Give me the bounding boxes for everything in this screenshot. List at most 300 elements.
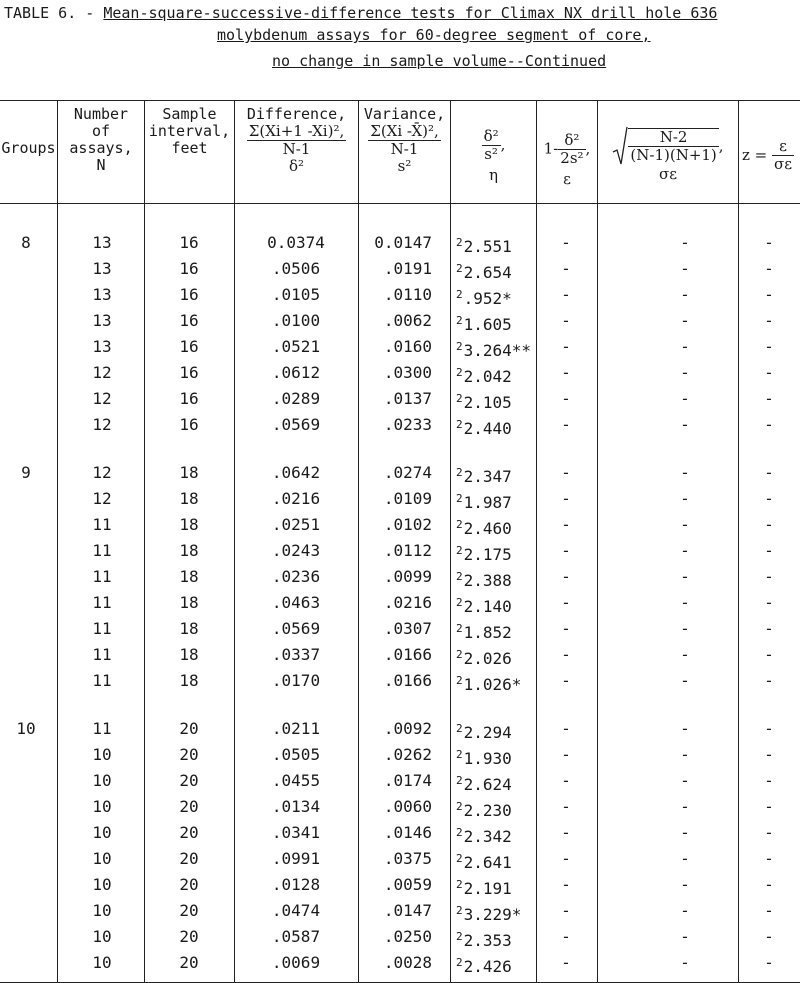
cell-sigma: - [680,719,690,738]
cell-z: - [764,745,774,764]
cell-interval: 20 [179,953,199,972]
cell-n: 10 [92,875,112,894]
cell-z: - [764,363,774,382]
group-label: 8 [21,233,31,252]
footnote-mark: 2 [456,236,463,249]
cell-epsilon: - [561,337,571,356]
cell-difference: .0211 [271,719,321,738]
cell-difference: .0506 [271,259,321,278]
cell-n: 13 [92,285,112,304]
cell-difference: .0341 [271,823,321,842]
table-row [0,282,800,308]
footnote-mark: 2 [456,956,463,969]
eta-value: 2.347 [463,467,512,486]
cell-n: 10 [92,797,112,816]
cell-eta [456,334,536,360]
sigma-suffix: , [718,136,724,155]
cell-interval: 18 [179,593,199,612]
eta-numerator: δ² [483,127,499,145]
cell-interval: 18 [179,515,199,534]
cell-sigma: - [680,875,690,894]
table-row [0,230,800,256]
cell-z: - [764,619,774,638]
eta-value: 2.140 [463,597,512,616]
eta-value: 1.852 [463,623,512,642]
sigma-numerator: N-2 [628,129,718,147]
eta-value: 2.551 [463,237,512,256]
footnote-mark: 2 [456,262,463,275]
cell-eta [456,924,536,950]
variance-symbol: s² [397,157,412,175]
sigma-ratio [628,128,718,164]
header-sample-interval [145,106,234,157]
table-row [0,512,800,538]
footnote-mark: 2 [456,570,463,583]
cell-difference: .0216 [271,489,321,508]
header-variance [359,106,450,175]
table-row [0,256,800,282]
footnote-mark: 2 [456,366,463,379]
cell-interval: 16 [179,233,199,252]
cell-interval: 20 [179,719,199,738]
z-prefix: z = [742,145,768,164]
header-difference [235,106,358,175]
cell-epsilon: - [561,463,571,482]
cell-interval: 16 [179,363,199,382]
cell-difference: 0.0374 [267,233,325,252]
cell-difference: .0505 [271,745,321,764]
table-row [0,898,800,924]
cell-n: 11 [92,645,112,664]
cell-interval: 18 [179,463,199,482]
cell-epsilon: - [561,593,571,612]
cell-sigma: - [680,337,690,356]
cell-z: - [764,515,774,534]
cell-difference: .0337 [271,645,321,664]
cell-z: - [764,285,774,304]
cell-interval: 16 [179,415,199,434]
cell-n: 10 [92,823,112,842]
table-row [0,334,800,360]
cell-variance: .0146 [383,823,432,842]
cell-epsilon: - [561,311,571,330]
cell-difference: .0474 [271,901,321,920]
cell-epsilon: - [561,567,571,586]
cell-interval: 20 [179,927,199,946]
eta-value: 2.175 [463,545,512,564]
table-row [0,950,800,976]
cell-variance: .0092 [383,719,432,738]
cell-difference: .0069 [271,953,321,972]
cell-eta [456,950,536,976]
table-row [0,616,800,642]
cell-n: 13 [92,233,112,252]
footnote-mark: 2 [456,518,463,531]
caption-line-2: molybdenum assays for 60-degree segment of core, [217,26,651,44]
header-n-line: N [96,156,106,174]
cell-n: 11 [92,541,112,560]
cell-n: 13 [92,311,112,330]
footnote-mark: 2 [456,314,463,327]
cell-epsilon: - [561,953,571,972]
cell-eta [456,256,536,282]
cell-eta [456,820,536,846]
cell-variance: .0250 [383,927,432,946]
header-n-line: Number [73,105,129,123]
eta-value: 2.230 [463,801,512,820]
cell-z: - [764,927,774,946]
cell-epsilon: - [561,415,571,434]
caption-line-3: no change in sample volume--Continued [272,52,607,70]
cell-variance: .0109 [383,489,432,508]
cell-difference: .0569 [271,619,321,638]
cell-n: 10 [92,771,112,790]
cell-epsilon: - [561,671,571,690]
table-row [0,872,800,898]
cell-variance: .0300 [383,363,432,382]
table-row [0,412,800,438]
cell-epsilon: - [561,901,571,920]
cell-variance: .0028 [383,953,432,972]
cell-difference: .0612 [271,363,321,382]
cell-variance: .0160 [383,337,432,356]
cell-eta [456,898,536,924]
cell-n: 13 [92,259,112,278]
table-row [0,716,800,742]
cell-n: 12 [92,463,112,482]
cell-z: - [764,593,774,612]
cell-n: 11 [92,567,112,586]
cell-z: - [764,953,774,972]
cell-sigma: - [680,541,690,560]
cell-variance: .0060 [383,797,432,816]
cell-sigma: - [680,389,690,408]
cell-z: - [764,849,774,868]
cell-interval: 20 [179,745,199,764]
cell-z: - [764,337,774,356]
cell-eta [456,668,536,694]
cell-interval: 18 [179,489,199,508]
cell-sigma: - [680,311,690,330]
cell-eta [456,230,536,256]
footnote-mark: 2 [456,596,463,609]
cell-z: - [764,389,774,408]
cell-eta [456,642,536,668]
cell-difference: .0134 [271,797,321,816]
cell-z: - [764,875,774,894]
footnote-mark: 2 [456,648,463,661]
cell-epsilon: - [561,541,571,560]
eta-value: 2.105 [463,393,512,412]
eta-suffix: , [500,135,506,154]
eta-value: 2.440 [463,419,512,438]
header-n-line: assays, [69,139,133,157]
eta-denominator: s² [484,145,498,163]
cell-interval: 20 [179,771,199,790]
eta-value: 2.353 [463,931,512,950]
table-row [0,846,800,872]
cell-sigma: - [680,745,690,764]
cell-n: 11 [92,719,112,738]
eta-value: 2.654 [463,263,512,282]
cell-difference: .0587 [271,927,321,946]
table-row [0,924,800,950]
cell-variance: .0110 [383,285,432,304]
z-numerator: ε [772,138,794,156]
cell-epsilon: - [561,849,571,868]
cell-eta [456,616,536,642]
cell-eta [456,768,536,794]
cell-interval: 18 [179,671,199,690]
eta-value: 2.388 [463,571,512,590]
cell-difference: .0642 [271,463,321,482]
cell-z: - [764,823,774,842]
cell-z: - [764,645,774,664]
cell-epsilon: - [561,259,571,278]
cell-epsilon: - [561,515,571,534]
header-z [739,138,800,173]
cell-difference: .0463 [271,593,321,612]
cell-eta [456,846,536,872]
eta-value: 2.426 [463,957,512,976]
cell-interval: 18 [179,645,199,664]
cell-interval: 18 [179,619,199,638]
cell-eta [456,308,536,334]
cell-z: - [764,463,774,482]
cell-sigma: - [680,927,690,946]
cell-variance: .0191 [383,259,432,278]
cell-interval: 20 [179,901,199,920]
cell-epsilon: - [561,233,571,252]
variance-denominator: N-1 [390,140,419,158]
cell-difference: .0243 [271,541,321,560]
cell-variance: .0062 [383,311,432,330]
eta-ratio [482,128,501,163]
header-interval-line: Sample [162,105,217,123]
cell-interval: 18 [179,541,199,560]
eta-value: 2.191 [463,879,512,898]
header-difference-label: Difference, [246,105,347,123]
cell-epsilon: - [561,797,571,816]
table-row [0,590,800,616]
cell-variance: .0274 [383,463,432,482]
table-row [0,794,800,820]
eta-value: 2.460 [463,519,512,538]
cell-sigma: - [680,849,690,868]
footnote-mark: 2 [456,418,463,431]
footnote-mark: 2 [456,674,463,687]
table-row [0,538,800,564]
cell-n: 11 [92,619,112,638]
cell-epsilon: - [561,875,571,894]
cell-interval: 20 [179,849,199,868]
cell-n: 10 [92,849,112,868]
cell-variance: .0216 [383,593,432,612]
footnote-mark: 2 [456,288,463,301]
cell-interval: 20 [179,797,199,816]
cell-n: 12 [92,389,112,408]
cell-difference: .0236 [271,567,321,586]
cell-z: - [764,901,774,920]
header-bottom-rule [0,203,800,204]
footnote-mark: 2 [456,492,463,505]
cell-sigma: - [680,259,690,278]
header-epsilon [537,132,597,188]
footnote-mark: 2 [456,466,463,479]
cell-epsilon: - [561,363,571,382]
sigma-symbol: σε [658,165,677,183]
cell-sigma: - [680,489,690,508]
cell-variance: .0166 [383,645,432,664]
cell-difference: .0521 [271,337,321,356]
variance-numerator: Σ(Xi -X̄)², [370,122,439,140]
cell-sigma: - [680,797,690,816]
cell-z: - [764,489,774,508]
eta-value: 2.342 [463,827,512,846]
header-groups: Groups [1,139,56,157]
group-label: 9 [21,463,31,482]
cell-sigma: - [680,619,690,638]
difference-formula [247,123,346,158]
footnote-mark: 2 [456,748,463,761]
header-interval-line: feet [171,139,208,157]
eta-value: 2.042 [463,367,512,386]
cell-difference: .0991 [271,849,321,868]
cell-z: - [764,259,774,278]
footnote-mark: 2 [456,722,463,735]
difference-denominator: N-1 [282,140,311,158]
cell-interval: 16 [179,337,199,356]
cell-eta [456,282,536,308]
cell-eta [456,386,536,412]
cell-interval: 16 [179,389,199,408]
cell-epsilon: - [561,823,571,842]
cell-z: - [764,771,774,790]
cell-eta [456,486,536,512]
eta-value: 3.264** [463,341,532,360]
cell-epsilon: - [561,771,571,790]
cell-z: - [764,541,774,560]
header-eta [451,128,536,184]
cell-epsilon: - [561,745,571,764]
cell-difference: .0569 [271,415,321,434]
epsilon-prefix: 1- [543,139,559,158]
footnote-mark: 2 [456,826,463,839]
cell-sigma: - [680,285,690,304]
cell-sigma: - [680,363,690,382]
table-row [0,564,800,590]
cell-variance: .0059 [383,875,432,894]
cell-interval: 20 [179,823,199,842]
epsilon-symbol: ε [563,170,571,188]
cell-interval: 16 [179,285,199,304]
cell-sigma: - [680,645,690,664]
table-row [0,360,800,386]
eta-value: 2.624 [463,775,512,794]
cell-epsilon: - [561,389,571,408]
table-row [0,742,800,768]
cell-z: - [764,233,774,252]
z-denominator: σε [774,155,793,173]
cell-variance: .0112 [383,541,432,560]
eta-value: 2.641 [463,853,512,872]
cell-variance: .0307 [383,619,432,638]
cell-difference: .0100 [271,311,321,330]
cell-difference: .0455 [271,771,321,790]
table-top-rule [0,100,800,101]
cell-z: - [764,415,774,434]
cell-eta [456,360,536,386]
cell-variance: .0262 [383,745,432,764]
header-number-of-assays [58,106,144,174]
cell-eta [456,742,536,768]
cell-n: 10 [92,953,112,972]
cell-interval: 18 [179,567,199,586]
caption-title: Mean-square-successive-difference tests for Climax NX drill hole 636 [103,4,718,22]
cell-z: - [764,671,774,690]
cell-n: 11 [92,593,112,612]
cell-eta [456,460,536,486]
eta-value: 1.930 [463,749,512,768]
footnote-mark: 2 [456,622,463,635]
eta-symbol: η [489,166,498,184]
cell-eta [456,512,536,538]
epsilon-ratio [558,132,585,167]
cell-n: 13 [92,337,112,356]
eta-value: 1.026* [463,675,522,694]
cell-eta [456,794,536,820]
epsilon-numerator: δ² [558,132,585,150]
table-row [0,308,800,334]
footnote-mark: 2 [456,878,463,891]
table-row [0,642,800,668]
cell-epsilon: - [561,645,571,664]
square-root-icon [612,126,628,166]
cell-eta [456,412,536,438]
cell-sigma: - [680,463,690,482]
header-n-line: of [91,122,111,140]
cell-sigma: - [680,901,690,920]
cell-sigma: - [680,823,690,842]
cell-variance: .0102 [383,515,432,534]
caption-line-1 [4,2,717,24]
epsilon-suffix: , [585,139,591,158]
sigma-denominator: (N-1)(N+1) [630,146,717,164]
cell-epsilon: - [561,285,571,304]
cell-interval: 16 [179,259,199,278]
cell-eta [456,716,536,742]
cell-difference: .0105 [271,285,321,304]
cell-difference: .0251 [271,515,321,534]
cell-epsilon: - [561,719,571,738]
eta-value: 2.026 [463,649,512,668]
cell-variance: .0233 [383,415,432,434]
cell-variance: .0174 [383,771,432,790]
footnote-mark: 2 [456,544,463,557]
variance-formula [368,123,441,158]
cell-sigma: - [680,515,690,534]
footnote-mark: 2 [456,392,463,405]
cell-variance: .0137 [383,389,432,408]
cell-z: - [764,719,774,738]
header-variance-label: Variance, [363,105,446,123]
eta-value: 3.229* [463,905,522,924]
z-ratio [772,138,794,173]
cell-difference: .0128 [271,875,321,894]
group-label: 10 [16,719,36,738]
cell-n: 10 [92,745,112,764]
cell-eta [456,872,536,898]
